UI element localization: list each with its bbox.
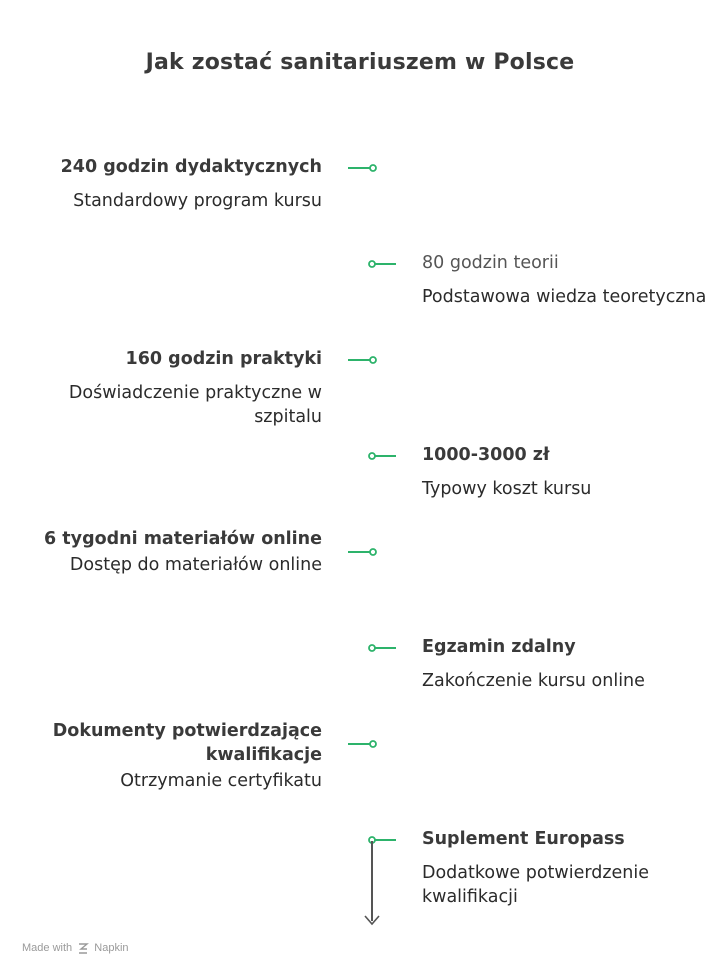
timeline-item-6 — [422, 635, 712, 693]
brand-label: Napkin — [94, 942, 129, 954]
item-heading: 6 tygodni materiałów online — [44, 529, 322, 549]
item-description: Standardowy program kursu — [73, 191, 322, 211]
timeline-item-4 — [422, 443, 712, 501]
connector-left-7 — [346, 739, 386, 749]
arrow-down-icon — [364, 914, 380, 926]
timeline-item-8 — [422, 827, 712, 909]
item-description: Doświadczenie praktyczne w szpitalu — [68, 383, 322, 427]
timeline-item-2 — [422, 251, 712, 309]
timeline-item-1 — [12, 155, 322, 213]
item-description: Podstawowa wiedza teoretyczna — [422, 287, 707, 307]
item-description: Otrzymanie certyfikatu — [120, 771, 322, 791]
item-description: Dodatkowe potwierdzenie kwalifikacji — [422, 863, 650, 907]
connector-right-6 — [366, 643, 406, 653]
connector-left-3 — [346, 355, 386, 365]
made-with-label: Made with — [22, 942, 73, 954]
timeline-axis — [371, 841, 373, 921]
item-description: Zakończenie kursu online — [422, 671, 645, 691]
connector-right-4 — [366, 451, 406, 461]
item-heading: 1000-3000 zł — [422, 445, 550, 465]
connector-left-5 — [346, 547, 386, 557]
napkin-logo-icon — [77, 942, 89, 954]
timeline-item-7 — [12, 719, 322, 793]
item-heading: 240 godzin dydaktycznych — [60, 157, 322, 177]
item-heading: 80 godzin teorii — [422, 253, 559, 273]
connector-left-1 — [346, 163, 386, 173]
item-heading: Suplement Europass — [422, 829, 625, 849]
item-description: Dostęp do materiałów online — [69, 555, 322, 575]
timeline-item-3 — [12, 347, 322, 429]
item-heading: Egzamin zdalny — [422, 637, 576, 657]
connector-right-2 — [366, 259, 406, 269]
made-with-footer — [22, 942, 129, 954]
timeline-item-5 — [12, 527, 322, 577]
page-title: Jak zostać sanitariuszem w Polsce — [145, 50, 575, 75]
item-heading: Dokumenty potwierdzające kwalifikacje — [52, 721, 322, 765]
item-description: Typowy koszt kursu — [422, 479, 592, 499]
item-heading: 160 godzin praktyki — [125, 349, 322, 369]
